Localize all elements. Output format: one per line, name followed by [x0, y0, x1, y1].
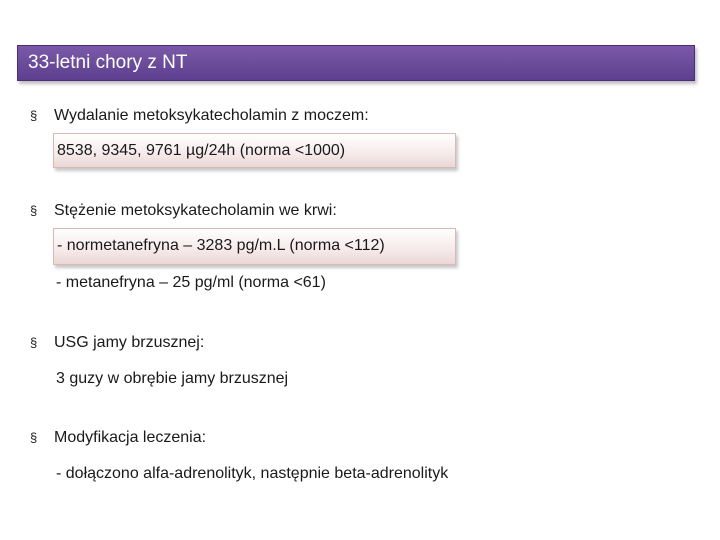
section-3-line-1: 3 guzy w obrębie jamy brzusznej	[56, 370, 289, 387]
square-bullet-icon: §	[30, 108, 38, 123]
square-bullet-icon: §	[30, 430, 38, 445]
section-2-line-2: - metanefryna – 25 pg/ml (norma <61)	[56, 274, 326, 291]
highlight-box-urine-values	[53, 133, 456, 168]
section-1-line-1: 8538, 9345, 9761 µg/24h (norma <1000)	[57, 142, 346, 159]
bullet-section-4	[30, 426, 206, 450]
section-2-heading: Stężenie metoksykatecholamin we krwi:	[54, 202, 337, 219]
section-4-line-1: - dołączono alfa-adrenolityk, następnie beta-adrenolityk	[56, 465, 449, 482]
bullet-section-1	[30, 104, 369, 128]
section-1-heading: Wydalanie metoksykatecholamin z moczem:	[54, 107, 369, 124]
bullet-section-3	[30, 331, 204, 355]
bullet-section-2	[30, 199, 337, 223]
square-bullet-icon: §	[30, 335, 38, 350]
square-bullet-icon: §	[30, 203, 38, 218]
slide-title: 33-letni chory z NT	[17, 45, 695, 81]
highlight-box-normetanephrine	[53, 228, 456, 265]
section-4-heading: Modyfikacja leczenia:	[54, 429, 207, 446]
section-2-line-1: - normetanefryna – 3283 pg/m.L (norma <112)	[57, 237, 385, 254]
section-3-heading: USG jamy brzusznej:	[54, 334, 205, 351]
